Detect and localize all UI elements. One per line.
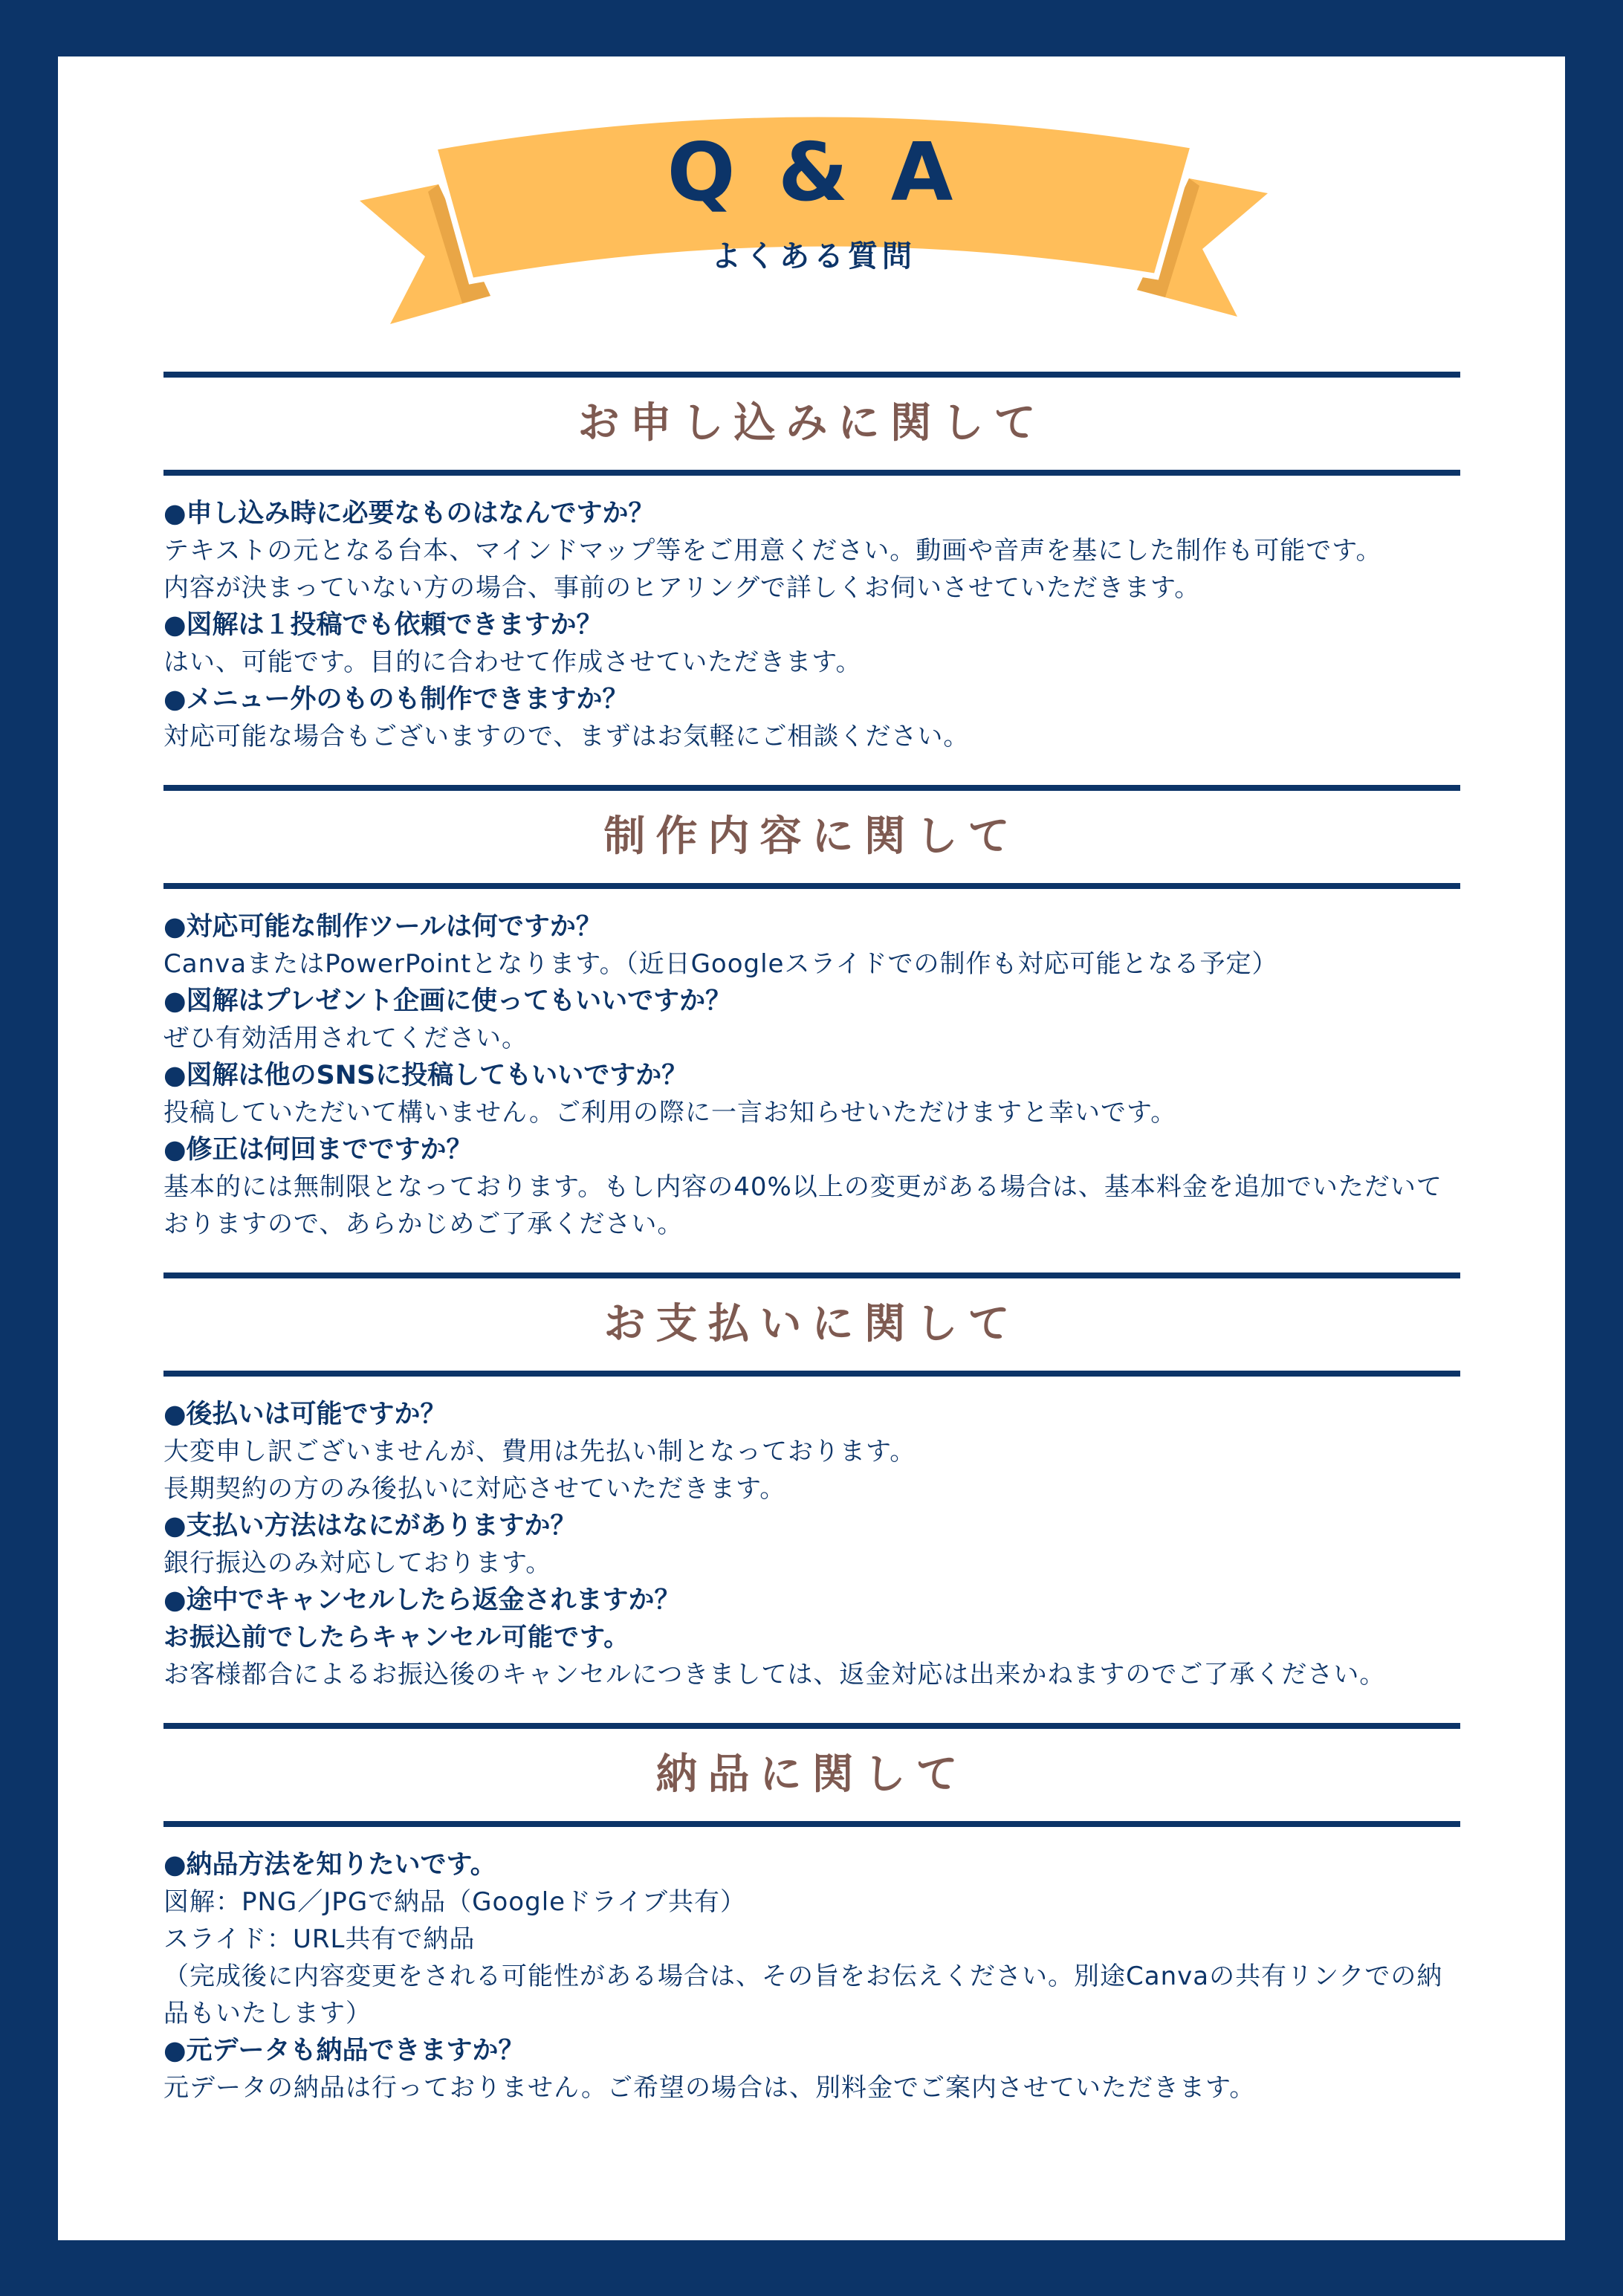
answer-line: 図解：PNG／JPGで納品（Googleドライブ共有） [163, 1887, 747, 1917]
answer-line: 長期契約の方のみ後払いに対応させていただきます。 [163, 1474, 786, 1504]
question: ●元データも納品できますか？ [163, 2036, 525, 2066]
answer-line: CanvaまたはPowerPointとなります。（近日Googleスライドでの制作も対応可能となる予定） [163, 949, 1278, 979]
section-divider-top [163, 785, 1460, 791]
faq-section-payment [163, 1272, 1460, 1723]
page-title: Q & A [667, 126, 961, 219]
question: ●途中でキャンセルしたら返金されますか？ [163, 1585, 681, 1615]
question: ●図解は１投稿でも依頼できますか？ [163, 610, 603, 640]
answer-line: スライド：URL共有で納品 [163, 1924, 476, 1954]
answer-line: ぜひ有効活用されてください。 [163, 1024, 528, 1053]
section-divider-bottom [163, 470, 1460, 476]
section-title: 制作内容に関して [603, 812, 1020, 861]
question: ●修正は何回までですか？ [163, 1135, 473, 1165]
answer-line: テキストの元となる台本、マインドマップ等をご用意ください。動画や音声を基にした制作も可能です。 [163, 536, 1382, 566]
qa-list [163, 1827, 1460, 2136]
section-title: 納品に関して [655, 1750, 968, 1799]
answer-line: はい、可能です。目的に合わせて作成させていただきます。 [163, 647, 862, 677]
section-divider-top [163, 1723, 1460, 1729]
question: ●申し込み時に必要なものはなんですか？ [163, 499, 655, 528]
answer-line: 銀行振込のみ対応しております。 [163, 1548, 552, 1578]
section-title: お申し込みに関して [577, 399, 1046, 447]
faq-section-delivery [163, 1723, 1460, 2136]
question: ●支払い方法はなにがありますか？ [163, 1511, 577, 1541]
header-banner [357, 104, 1271, 334]
question: ●対応可能な制作ツールは何ですか？ [163, 912, 602, 942]
answer-line: 対応可能な場合もございますので、まずはお気軽にご相談ください。 [163, 722, 970, 751]
answer-line: お客様都合によるお振込後のキャンセルにつきましては、返金対応は出来かねますのでご了承ください。 [163, 1660, 1386, 1689]
qa-list [163, 476, 1460, 785]
faq-content [163, 372, 1460, 2136]
faq-section-application [163, 372, 1460, 785]
answer-line: 基本的には無制限となっております。もし内容の40%以上の変更がある場合は、基本料金を追加でいただいておりますので、あらかじめご了承ください。 [163, 1172, 1442, 1239]
section-divider-top [163, 1272, 1460, 1278]
qa-list [163, 889, 1460, 1272]
page-subtitle: よくある質問 [711, 239, 916, 274]
qa-list [163, 1377, 1460, 1723]
answer-line: お振込前でしたらキャンセル可能です。 [163, 1623, 630, 1652]
section-divider-bottom [163, 883, 1460, 889]
answer-line: 大変申し訳ございませんが、費用は先払い制となっております。 [163, 1437, 916, 1466]
faq-section-production [163, 785, 1460, 1272]
question: ●納品方法を知りたいです。 [163, 1850, 496, 1880]
answer-line: 元データの納品は行っておりません。ご希望の場合は、別料金でご案内させていただきます。 [163, 2073, 1256, 2103]
question: ●後払いは可能ですか？ [163, 1400, 447, 1429]
answer-line: 投稿していただいて構いません。ご利用の際に一言お知らせいただけますと幸いです。 [163, 1098, 1177, 1128]
section-divider-top [163, 372, 1460, 378]
question: ●図解は他のSNSに投稿してもいいですか？ [163, 1061, 688, 1090]
question: ●図解はプレゼント企画に使ってもいいですか？ [163, 986, 732, 1016]
answer-line: 内容が決まっていない方の場合、事前のヒアリングで詳しくお伺いさせていただきます。 [163, 573, 1201, 603]
question: ●メニュー外のものも制作できますか？ [163, 685, 629, 714]
section-divider-bottom [163, 1371, 1460, 1377]
answer-line: （完成後に内容変更をされる可能性がある場合は、その旨をお伝えください。別途Canvaの共有リンクでの納品もいたします） [163, 1962, 1443, 2028]
section-title: お支払いに関して [603, 1300, 1020, 1348]
section-divider-bottom [163, 1821, 1460, 1827]
